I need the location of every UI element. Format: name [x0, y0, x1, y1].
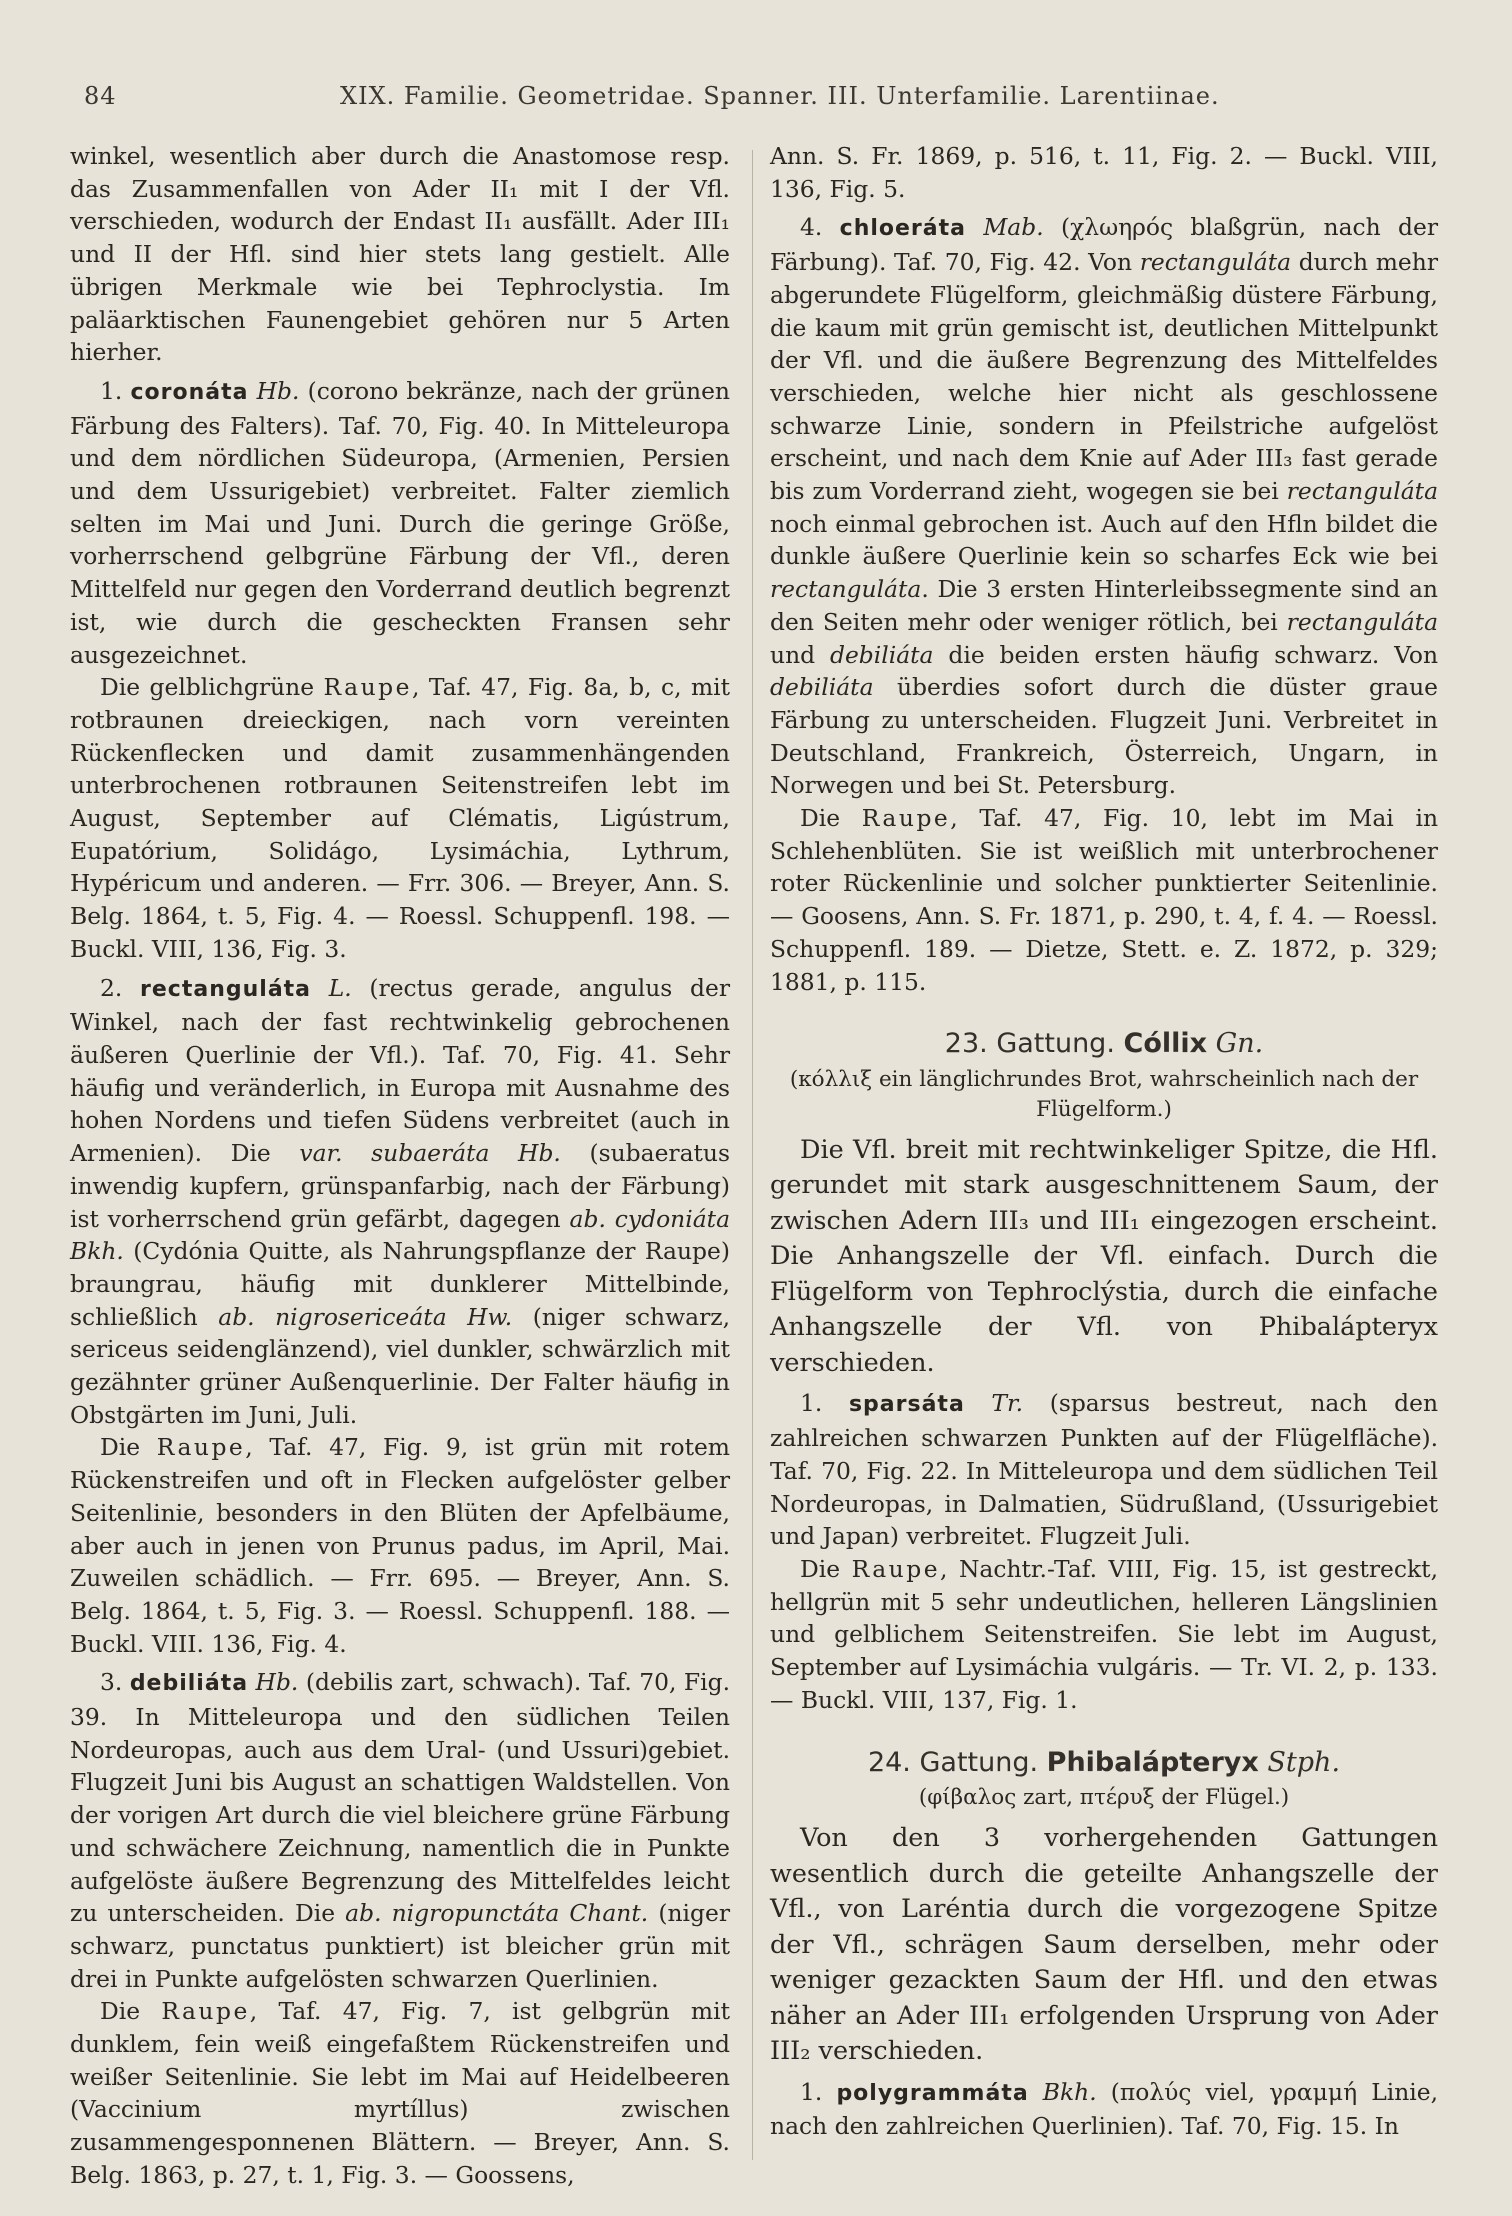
paragraph: Ann. S. Fr. 1869, p. 516, t. 11, Fig. 2. — Buckl. VIII, 136, Fig. 5.	[770, 142, 1438, 203]
entry-text: durch mehr abgerundete Flügelform, gleichmäßig düstere Färbung, die kaum mit grün gemischt ist, deutlichen Mittelpunkt der Vfl. und die äußere Begrenzung des Mittelfeldes verschieden, welche hier nicht als geschlossene schwarze Linie, sondern in Pfeilstriche aufgelöst erscheint, und nach dem Knie auf Ader III₃ fast gerade bis zum Vorderrand zieht, wogegen sie bei	[770, 248, 1439, 506]
entry-number: 4.	[800, 213, 823, 242]
entry-text: (sparsus bestreut, nach den zahlreichen schwarzen Punkten auf der Flügelfläche). Taf. 70, Fig. 22. In Mitteleuropa und dem südlichen Teil Nordeuropas, in Dalmatien, Südrußland, (Ussurigebiet und Japan) verbreitet. Flugzeit Juli.	[770, 1389, 1439, 1551]
genus-author: Stph.	[1267, 1746, 1341, 1778]
larva-paragraph	[70, 1995, 730, 2191]
species-ref: rectanguláta	[770, 575, 922, 604]
entry-text: die beiden ersten häufig schwarz. Von	[948, 640, 1439, 669]
entry-text: (niger schwarz, sericeus seidenglänzend), viel dunkler, schwärzlich mit gezähnter grüner Außenquerlinie. Der Falter häufig in Obstgärten im Juni, Juli.	[70, 1302, 731, 1429]
entry-number: 2.	[100, 973, 123, 1002]
entry-text: überdies sofort durch die düster graue Färbung zu unterscheiden. Flugzeit Juni. Verbreitet in Deutschland, Frankreich, Österreich, Ungarn, in Norwegen und bei St. Petersburg.	[770, 673, 1439, 800]
entry-text: und	[770, 640, 816, 669]
larva-paragraph	[770, 1553, 1438, 1717]
species-author: Mab.	[983, 213, 1044, 242]
entry-number: 3.	[100, 1668, 123, 1697]
entry-text: (corono bekränze, nach der grünen Färbung des Falters). Taf. 70, Fig. 40. In Mitteleuropa und dem nördlichen Südeuropa, (Armenien, Persien und dem Ussurigebiet) verbreitet. Falter ziemlich selten im Mai und Juni. Durch die geringe Größe, vorherrschend gelbgrüne Färbung der Vfl., deren Mittelfeld nur gegen den Vorderrand deutlich begrenzt ist, wie durch die gescheckten Fransen sehr ausgezeichnet.	[70, 376, 730, 669]
larva-word: Raupe	[161, 1997, 250, 2026]
species-ref: rectanguláta	[1286, 477, 1439, 506]
species-name: sparsáta	[848, 1392, 965, 1418]
larva-lead: Die	[100, 1433, 141, 1462]
species-entry-coronata	[70, 375, 730, 671]
genus-etymology: (κόλλιξ ein länglichrundes Brot, wahrscheinlich nach der Flügelform.)	[789, 1066, 1419, 1122]
larva-text: , Taf. 47, Fig. 10, lebt im Mai in Schlehenblüten. Sie ist weißlich mit unterbrochener roter Rückenlinie und solcher punktierter Seitenlinie. — Goosens, Ann. S. Fr. 1871, p. 290, t. 4, f. 4. — Roessl. Schuppenfl. 189. — Dietze, Stett. e. Z. 1872, p. 329; 1881, p. 115.	[770, 804, 1439, 996]
entry-text: (subaeratus inwendig kupfern, grünspanfarbig, nach der Färbung) ist vorherrschend grün gefärbt, dagegen	[70, 1139, 731, 1233]
genus-etymology: (φίβαλος zart, πτέρυξ der Flügel.)	[918, 1785, 1290, 1811]
species-name: rectanguláta	[140, 976, 312, 1002]
larva-text: , Taf. 47, Fig. 9, ist grün mit rotem Rückenstreifen und oft in Flecken aufgelöster gelber Seitenlinie, besonders in den Blüten der Apfelbäume, aber auch in jenen von Prunus padus, im April, Mai. Zuweilen schädlich. — Frr. 695. — Breyer, Ann. S. Belg. 1864, t. 5, Fig. 3. — Roessl. Schuppenfl. 188. — Buckl. VIII. 136, Fig. 4.	[70, 1433, 730, 1658]
larva-paragraph	[70, 1431, 730, 1660]
larva-lead: Die	[800, 1555, 841, 1583]
page-number: 84	[84, 82, 117, 110]
species-author: Hb.	[255, 1668, 299, 1697]
genus-heading-phibalapteryx	[770, 1747, 1438, 1780]
species-entry-chloerata	[770, 211, 1438, 802]
entry-text: (χλωηρός blaßgrün, nach der Färbung). Taf. 70, Fig. 42. Von	[770, 213, 1438, 277]
left-column	[70, 140, 730, 2192]
entry-text: (debilis zart, schwach). Taf. 70, Fig. 39. In Mitteleuropa und den südlichen Teilen Nordeuropas, auch aus dem Ural- (und Ussuri)gebiet. Flugzeit Juni bis August an schattigen Waldstellen. Von der vorigen Art durch die viel bleichere grüne Färbung und schwächere Zeichnung, namentlich die in Punkte aufgelöste äußere Begrenzung des Mittelfeldes leicht zu unterscheiden. Die	[70, 1668, 731, 1928]
entry-text: noch einmal gebrochen ist. Auch auf den Hfln bildet die dunkle äußere Querlinie kein so scharfes Eck wie bei	[770, 509, 1438, 571]
genus-name: Cóllix	[1123, 1028, 1208, 1060]
variety-name: var. subaeráta Hb.	[299, 1139, 561, 1168]
larva-word: Raupe	[156, 1433, 246, 1462]
column-divider	[752, 150, 753, 2160]
species-name: chloeráta	[839, 216, 966, 242]
entry-text: (Cydónia Quitte, als Nahrungspflanze der Raupe) braungrau, häufig mit dunklerer Mittelbinde, schließlich	[70, 1237, 730, 1331]
aberration-name: ab. nigropunctáta Chant.	[345, 1899, 649, 1928]
genus-description: Von den 3 vorhergehenden Gattungen wesentlich durch die geteilte Anhangszelle der Vfl., von Laréntia durch die vorgezogene Spitze der Vfl., schrägen Saum derselben, mehr oder weniger gezackten Saum der Hfl. und den etwas näher an Ader III₁ erfolgenden Ursprung von Ader III₂ verschieden.	[770, 1823, 1438, 2067]
genus-label: 23. Gattung.	[944, 1028, 1115, 1060]
species-ref: debiliáta	[770, 673, 874, 702]
entry-text: (niger schwarz, punctatus punktiert) ist bleicher grün mit drei in Punkte aufgelösten schwarzen Querlinien.	[70, 1899, 730, 1993]
genus-label: 24. Gattung.	[867, 1746, 1039, 1778]
genus-heading-collix	[770, 1028, 1438, 1061]
species-entry-sparsata	[770, 1387, 1438, 1553]
entry-text: (πολύς viel, γραμμή Linie, nach den zahlreichen Querlinien). Taf. 70, Fig. 15. In	[770, 2077, 1439, 2141]
species-ref: rectanguláta	[1286, 607, 1439, 636]
species-author: Bkh.	[1042, 2077, 1097, 2106]
entry-text: . Die 3 ersten Hinterleibssegmente sind an den Seiten mehr oder weniger rötlich, bei	[770, 575, 1438, 636]
aberration-name: ab. nigrosericeáta Hw.	[218, 1302, 513, 1331]
larva-word: Raupe	[861, 804, 951, 833]
entry-number: 1.	[100, 376, 123, 405]
genus-author: Gn.	[1215, 1028, 1264, 1060]
paragraph: winkel, wesentlich aber durch die Anastomose resp. das Zusammenfallen von Ader II₁ mit I der Vfl. verschieden, wodurch der Endast II₁ ausfällt. Ader III₁ und II der Hfl. sind hier stets lang gestielt. Alle übrigen Merkmale wie bei Tephroclystia. Im paläarktischen Faunengebiet gehören nur 5 Arten hierher.	[70, 142, 730, 367]
aberration-name: ab. cydoniáta Bkh.	[70, 1204, 731, 1266]
species-entry-polygrammata	[770, 2076, 1438, 2143]
species-name: debiliáta	[129, 1671, 249, 1697]
species-ref: rectanguláta	[1139, 248, 1292, 277]
running-title: XIX. Familie. Geometridae. Spanner. III. Unterfamilie. Larentiinae.	[340, 82, 1220, 110]
species-author: Tr.	[991, 1389, 1024, 1418]
larva-lead: Die	[100, 1997, 141, 2026]
genus-description: Die Vfl. breit mit rechtwinkeliger Spitze, die Hfl. gerundet mit stark ausgeschnittenem Saum, der zwischen Adern III₃ und III₁ eingezogen erscheint. Die Anhangszelle der Vfl. einfach. Durch die Flügelform von Tephroclýstia, durch die einfache Anhangszelle der Vfl. von Phibalápteryx verschieden.	[770, 1134, 1438, 1378]
larva-lead: Die gelblichgrüne	[100, 673, 315, 702]
species-entry-rectangulata	[70, 972, 730, 1432]
species-author: L.	[328, 973, 352, 1002]
species-entry-debiliata	[70, 1666, 730, 1995]
larva-text: , Taf. 47, Fig. 8a, b, c, mit rotbraunen dreieckigen, nach vorn vereinten Rückenflecken und damit zusammenhängenden unterbrochenen rotbraunen Seitenstreifen lebt im August, September auf Clématis, Ligústrum, Eupatórium, Solidágo, Lysimáchia, Lythrum, Hypéricum und anderen. — Frr. 306. — Breyer, Ann. S. Belg. 1864, t. 5, Fig. 4. — Roessl. Schuppenfl. 198. — Buckl. VIII, 136, Fig. 3.	[70, 673, 730, 963]
larva-text: , Taf. 47, Fig. 7, ist gelbgrün mit dunklem, fein weiß eingefaßtem Rückenstreifen und weißer Seitenlinie. Sie lebt im Mai auf Heidelbeeren (Vaccinium myrtíllus) zwischen zusammengesponnenen Blättern. — Breyer, Ann. S. Belg. 1863, p. 27, t. 1, Fig. 3. — Goossens,	[70, 1997, 730, 2189]
genus-name: Phibalápteryx	[1046, 1746, 1259, 1778]
larva-paragraph	[770, 802, 1438, 998]
right-column	[770, 140, 1438, 2143]
species-ref: debiliáta	[829, 640, 934, 669]
larva-paragraph	[70, 671, 730, 965]
larva-word: Raupe	[851, 1555, 941, 1583]
larva-lead: Die	[800, 804, 841, 833]
entry-text: (rectus gerade, angulus der Winkel, nach der fast rechtwinkelig gebrochenen äußeren Querlinie der Vfl.). Taf. 70, Fig. 41. Sehr häufig und veränderlich, in Europa mit Ausnahme des hohen Nordens und tiefen Südens verbreitet (auch in Armenien). Die	[70, 973, 731, 1168]
species-name: polygrammáta	[836, 2080, 1029, 2106]
larva-word: Raupe	[323, 673, 412, 702]
entry-number: 1.	[800, 1389, 823, 1418]
entry-number: 1.	[800, 2077, 823, 2106]
larva-text: , Nachtr.-Taf. VIII, Fig. 15, ist gestreckt, hellgrün mit 5 sehr undeutlichen, helleren Längslinien und gelblichem Seitenstreifen. Sie lebt im August, September auf Lysimáchia vulgáris. — Tr. VI. 2, p. 133. — Buckl. VIII, 137, Fig. 1.	[770, 1555, 1439, 1714]
species-name: coronáta	[130, 379, 249, 405]
species-author: Hb.	[256, 376, 300, 405]
